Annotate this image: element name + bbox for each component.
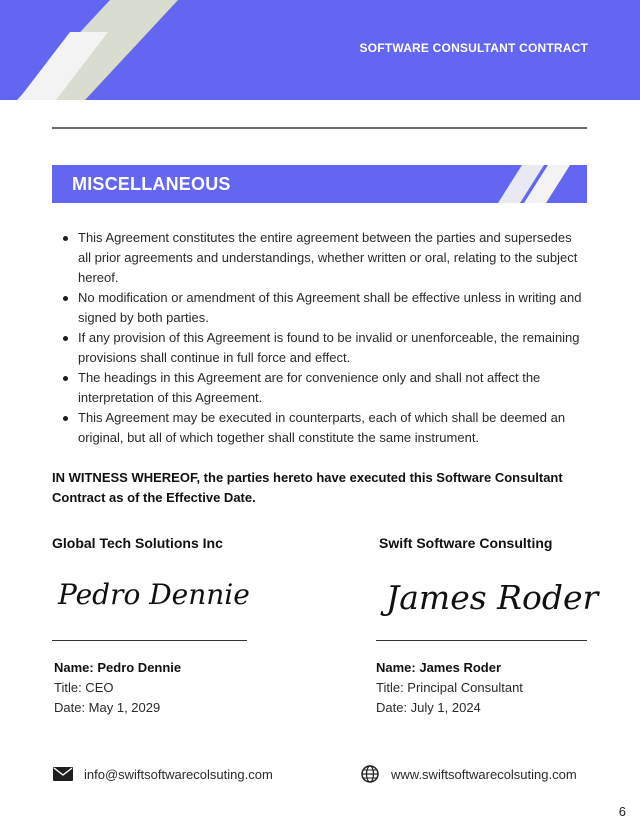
- party-left-details: [54, 658, 181, 718]
- section-title: MISCELLANEOUS: [72, 174, 231, 194]
- clause-item: No modification or amendment of this Agreement shall be effective unless in writing and signed by both parties.: [52, 288, 587, 328]
- party-left-date: Date: May 1, 2029: [54, 700, 161, 715]
- party-right-date: Date: July 1, 2024: [376, 700, 481, 715]
- party-left-signature: Pedro Dennie: [58, 578, 250, 611]
- section-heading-bar: [52, 165, 587, 203]
- contact-email-text[interactable]: info@swiftsoftwarecolsuting.com: [84, 766, 273, 782]
- clause-item: This Agreement may be executed in counterparts, each of which shall be deemed an original, but all of which together shall constitute the same instrument.: [52, 408, 587, 448]
- contact-email: [52, 765, 273, 783]
- clause-item: If any provision of this Agreement is found to be invalid or unenforceable, the remaining provisions shall continue in full force and effect.: [52, 328, 587, 368]
- party-left-name: Name: Pedro Dennie: [54, 660, 182, 675]
- party-left-signature-line: [52, 640, 247, 641]
- party-left-company: Global Tech Solutions Inc: [52, 535, 223, 551]
- clause-item: This Agreement constitutes the entire agreement between the parties and supersedes all prior agreements and understandings, whether written or oral, relating to the subject hereof.: [52, 228, 587, 288]
- party-right-title: Title: Principal Consultant: [376, 680, 523, 695]
- page-number: 6: [618, 804, 626, 819]
- party-right-name: Name: James Roder: [376, 660, 501, 675]
- witness-statement: IN WITNESS WHEREOF, the parties hereto have executed this Software Consultant Contract as of the Effective Date.: [52, 470, 563, 505]
- contact-website-text[interactable]: www.swiftsoftwarecolsuting.com: [391, 766, 577, 782]
- envelope-icon: [52, 765, 74, 783]
- document-title: SOFTWARE CONSULTANT CONTRACT: [359, 41, 588, 55]
- header-divider: [52, 127, 587, 129]
- globe-icon: [359, 765, 381, 783]
- contact-website: [359, 765, 577, 783]
- party-right-details: [376, 658, 523, 718]
- clause-item: The headings in this Agreement are for convenience only and shall not affect the interpretation of this Agreement.: [52, 368, 587, 408]
- header-band: [0, 0, 640, 100]
- party-right-signature: James Roder: [386, 578, 599, 617]
- party-right-signature-line: [376, 640, 587, 641]
- party-right-company: Swift Software Consulting: [379, 535, 553, 551]
- party-left-title: Title: CEO: [54, 680, 114, 695]
- clause-list: [52, 228, 587, 448]
